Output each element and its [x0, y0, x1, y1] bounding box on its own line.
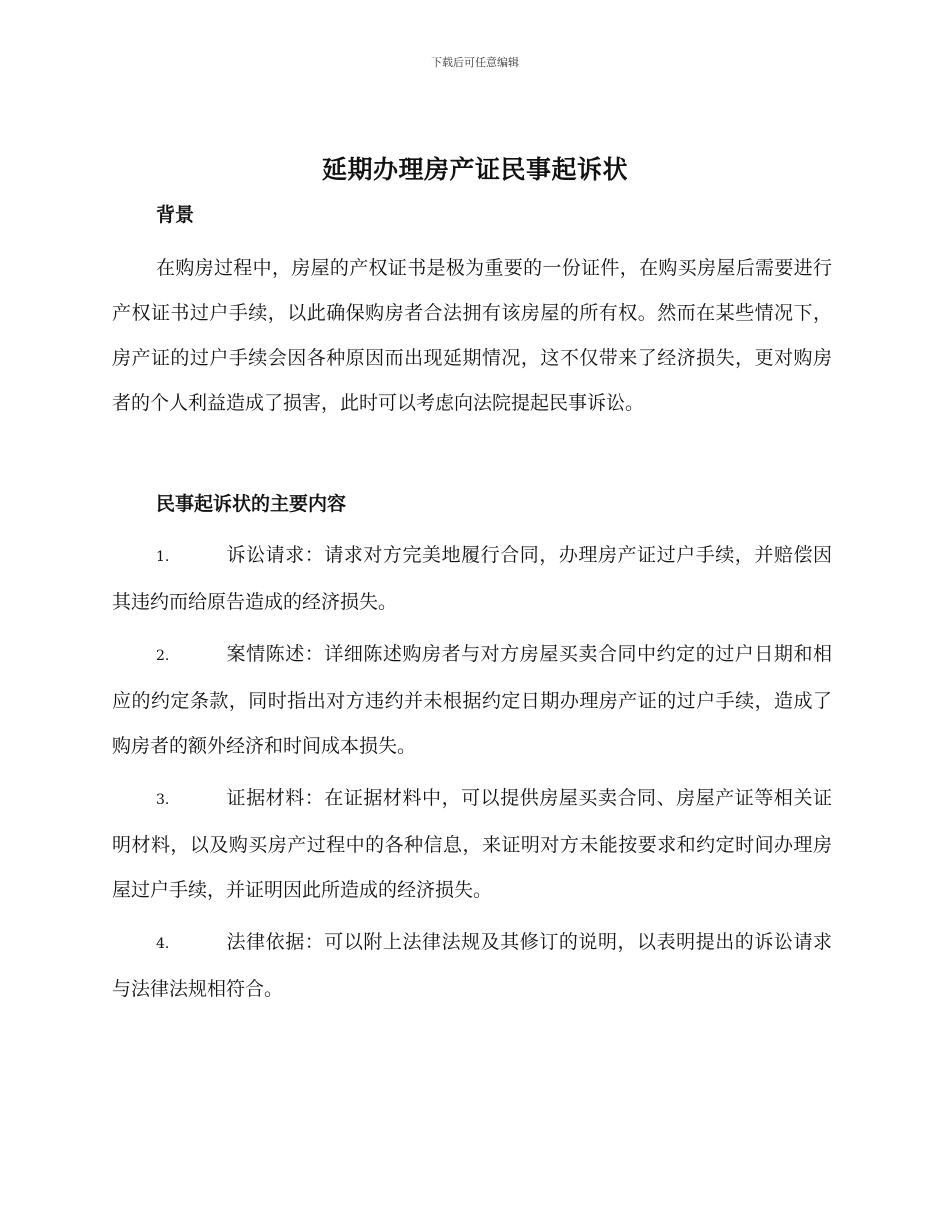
list-item-number: 4. — [156, 936, 170, 952]
list-item-text: 案情陈述：详细陈述购房者与对方房屋买卖合同中约定的过户日期和相应的约定条款，同时指出对方违约并未根据约定日期办理房产证的过户手续，造成了购房者的额外经济和时间成本损失。 — [112, 643, 832, 757]
list-item — [112, 533, 832, 625]
section-heading-main-content: 民事起诉状的主要内容 — [156, 493, 347, 515]
list-item-text: 法律依据：可以附上法律法规及其修订的说明，以表明提出的诉讼请求与法律法规相符合。 — [112, 931, 832, 1000]
background-paragraph: 在购房过程中，房屋的产权证书是极为重要的一份证件，在购买房屋后需要进行产权证书过户手续，以此确保购房者合法拥有该房屋的所有权。然而在某些情况下，房产证的过户手续会因各种原因而出现延期情况，这不仅带来了经济损失，更对购房者的个人利益造成了损害，此时可以考虑向法院提起民事诉讼。 — [112, 257, 832, 414]
list-item — [112, 776, 832, 913]
list-item-text: 诉讼请求：请求对方完美地履行合同，办理房产证过户手续，并赔偿因其违约而给原告造成的经济损失。 — [112, 544, 832, 613]
list-item-number: 1. — [156, 549, 170, 565]
section-heading-background: 背景 — [156, 204, 195, 226]
document-title: 延期办理房产证民事起诉状 — [321, 155, 628, 184]
list-item — [112, 632, 832, 769]
list-item-number: 3. — [156, 792, 170, 808]
list-item-text: 证据材料：在证据材料中，可以提供房屋买卖合同、房屋产证等相关证明材料，以及购买房产过程中的各种信息，来证明对方未能按要求和约定时间办理房屋过户手续，并证明因此所造成的经济损失。 — [112, 787, 832, 901]
list-item-number: 2. — [156, 648, 170, 664]
list-item — [112, 920, 832, 1012]
header-note: 下载后可任意编辑 — [431, 56, 519, 69]
